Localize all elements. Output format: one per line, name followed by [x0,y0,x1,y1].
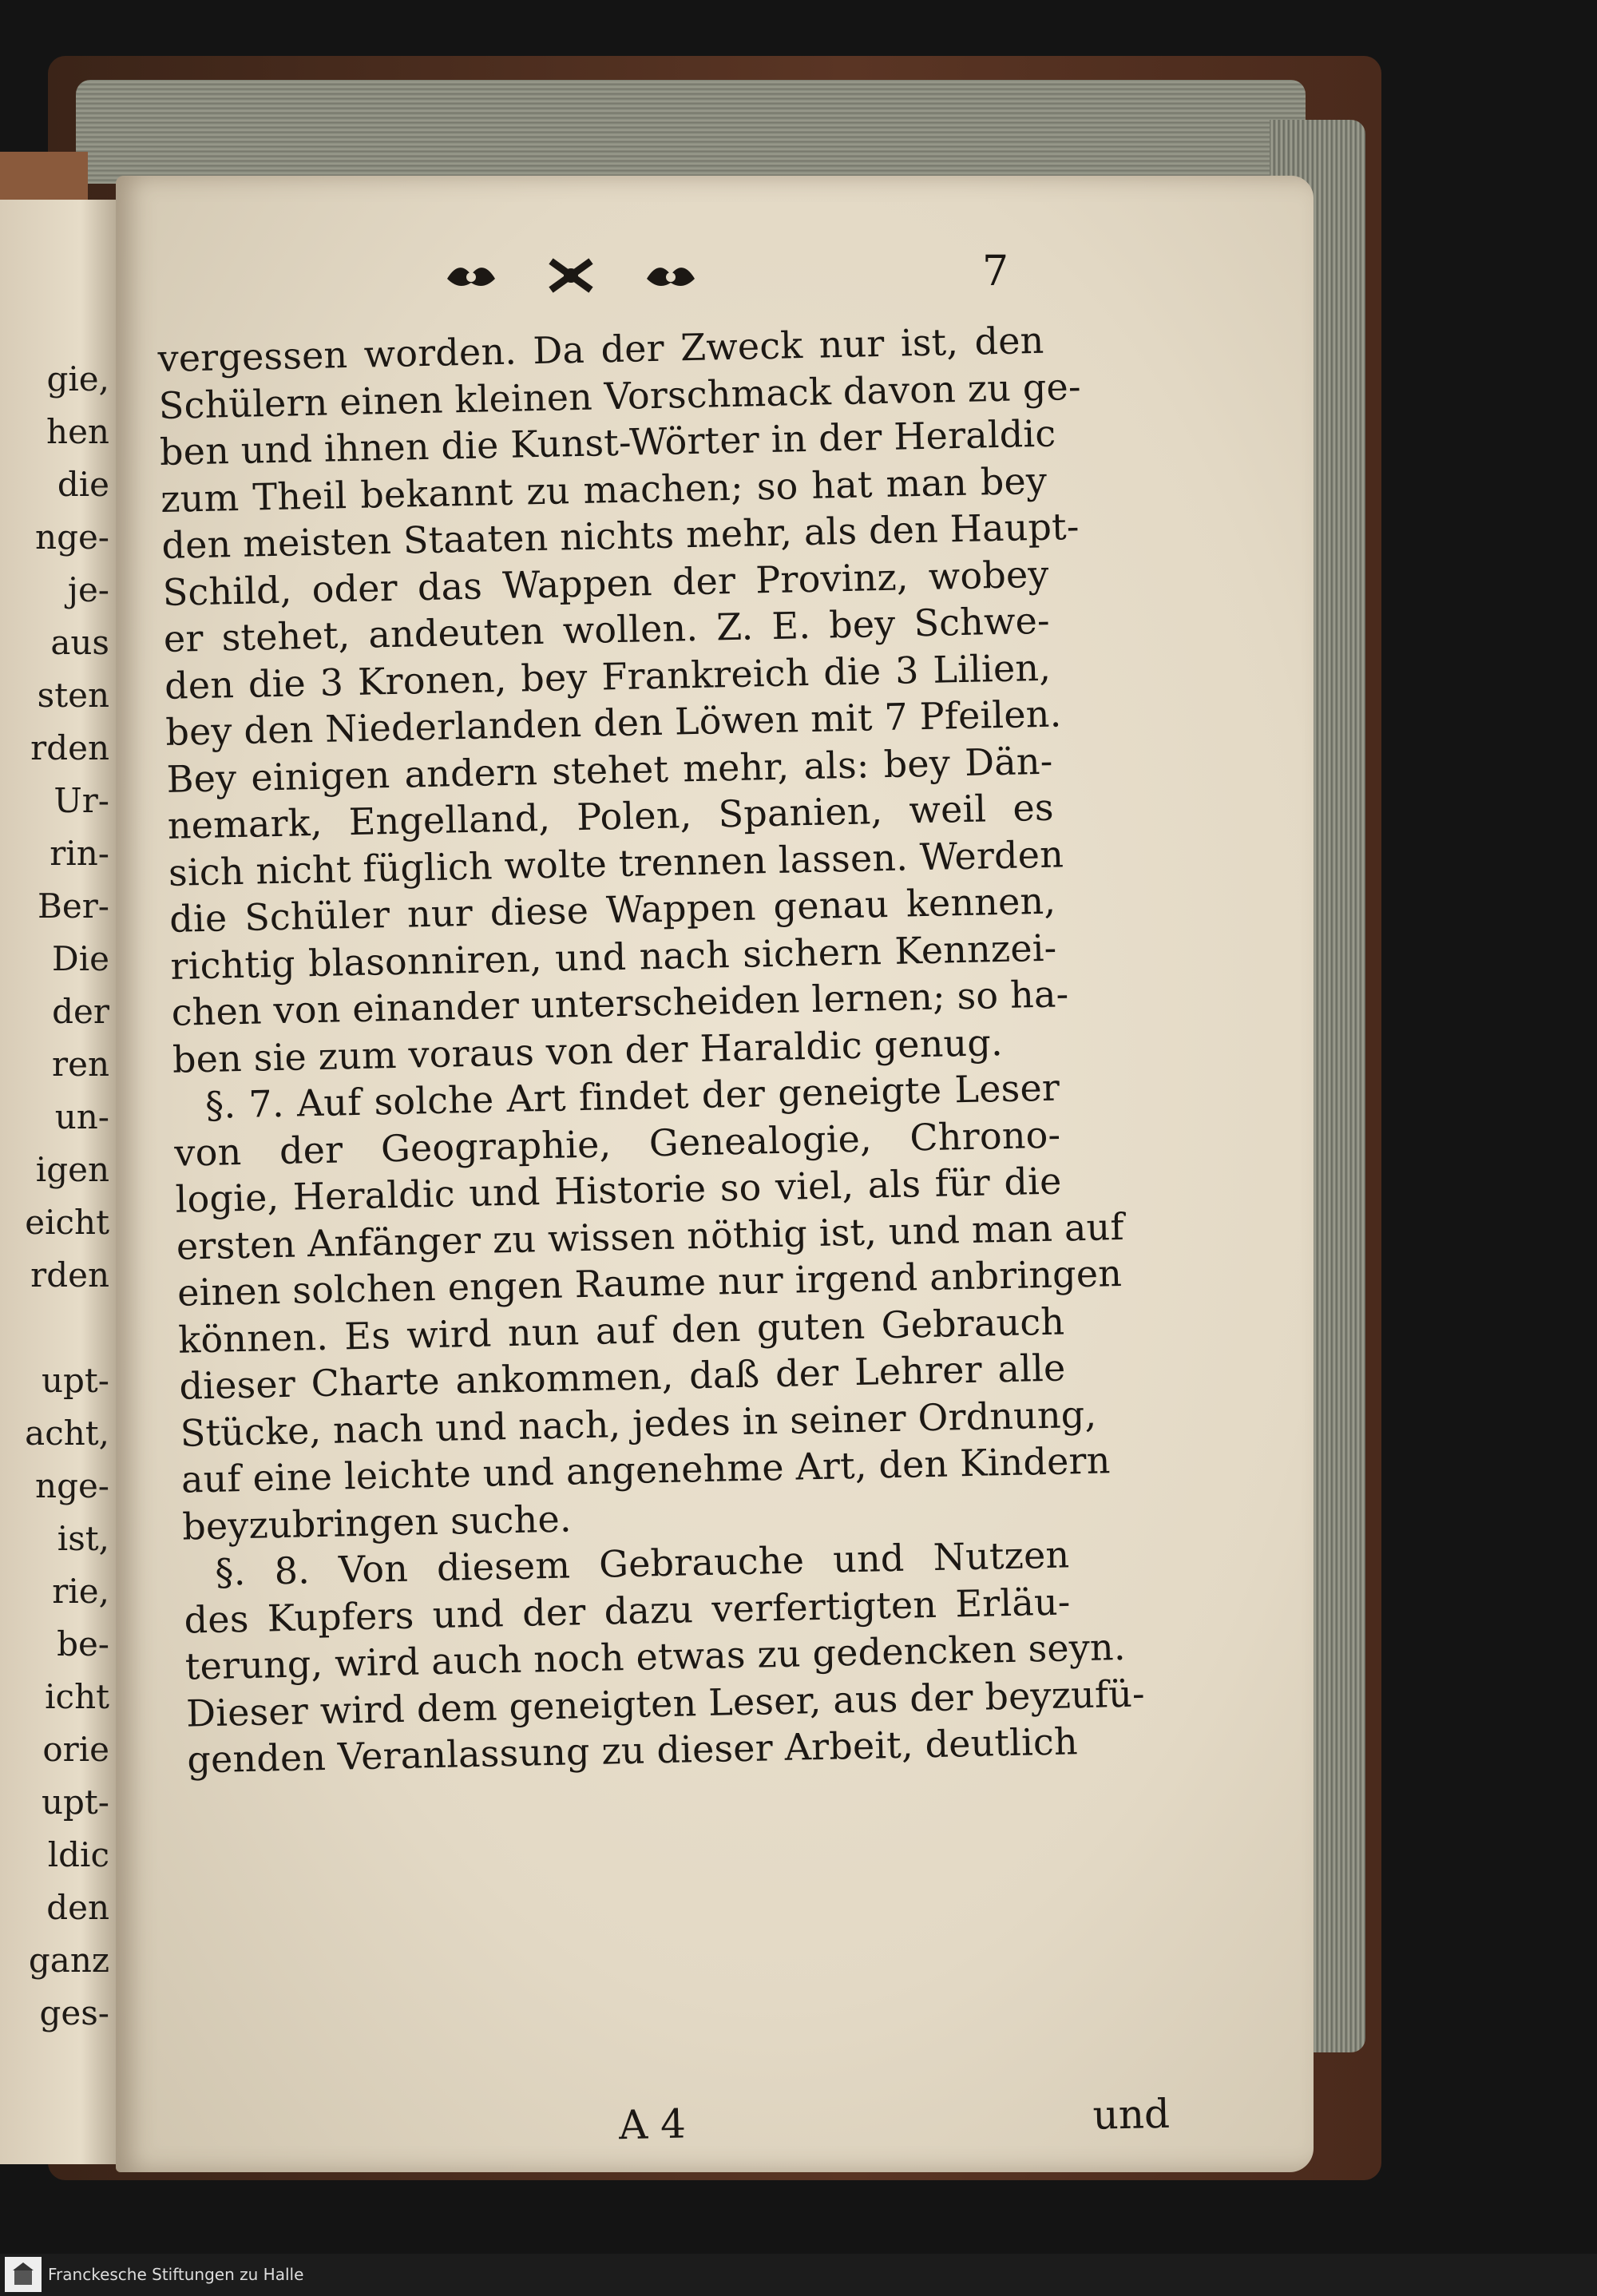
leaf-ornament-icon [443,255,499,296]
left-page-fragment: Die [52,939,109,978]
text-line: können. Es wird nun auf den guten Gebrauch [177,1299,1065,1362]
left-page-fragment: Ber- [38,886,109,926]
text-line: die Schüler nur diese Wappen genau kennen, [168,878,1056,941]
text-line: Schild, oder das Wappen der Provinz, wobey [162,552,1050,614]
text-line: von der Geographie, Genealogie, Chrono- [173,1112,1061,1175]
right-page [116,176,1314,2172]
left-page [0,200,116,2164]
left-page-fragment: je- [67,570,109,609]
page-number: 7 [982,248,1009,295]
left-page-fragment: eicht [25,1203,109,1242]
credit-text: Franckesche Stiftungen zu Halle [48,2265,304,2284]
text-line: des Kupfers und der dazu verfertigten Erläu- [184,1579,1072,1642]
left-page-fragment: ist, [57,1519,109,1558]
left-page-fragment: hen [46,412,109,451]
left-page-fragment: sten [37,676,109,715]
page-footer [618,2091,1170,2148]
left-page-fragment: orie [42,1730,109,1769]
left-page-fragment: icht [45,1677,109,1716]
text-line: §. 8. Von diesem Gebrauche und Nutzen [214,1533,1070,1594]
left-page-fragment: nge- [35,517,109,557]
header-ornament [443,248,699,303]
signature-mark: A 4 [618,2100,687,2149]
text-line: auf eine leichte und angenehme Art, den Kindern [180,1438,1112,1501]
body-text [157,317,1146,1783]
left-page-fragment: aus [50,623,109,662]
left-page-fragment: rden [30,728,109,767]
text-line: einen solchen engen Raume nur irgend anbringen [176,1251,1123,1315]
text-line: ben sie zum voraus von der Haraldic genug. [172,1020,1004,1081]
left-page-fragment: acht, [25,1414,109,1453]
text-line: dieser Charte ankommen, daß der Lehrer alle [178,1346,1066,1408]
left-page-fragment: ldic [47,1835,109,1874]
text-line: ben und ihnen die Kunst-Wörter in der Heraldic [159,411,1056,474]
page-edges-top [76,80,1306,184]
left-page-fragment: be- [57,1624,109,1664]
left-page-fragment: upt- [41,1361,109,1400]
left-page-fragment: rin- [50,834,109,873]
text-line: terung, wird auch noch etwas zu gedencken seyn. [184,1624,1127,1688]
text-line: Dieser wird dem geneigten Leser, aus der beyzufü- [185,1671,1146,1735]
leaf-ornament-icon [643,255,699,296]
credit-bar [0,2254,1597,2296]
text-line: nemark, Engelland, Polen, Spanien, weil es [167,785,1055,847]
text-line: den meisten Staaten nichts mehr, als den Haupt- [160,504,1080,567]
text-line: richtig blasonniren, und nach sichern Kennzei- [169,926,1057,988]
text-line: er stehet, andeuten wollen. Z. E. bey Schwe- [163,598,1051,660]
left-page-fragment: ganz [28,1941,109,1980]
text-line: §. 7. Auf solche Art findet der geneigte Leser [204,1065,1060,1127]
left-page-fragment: den [46,1888,109,1927]
left-page-fragment: ges- [39,1993,109,2032]
left-page-fragment: rden [30,1255,109,1295]
left-page-fragment: die [57,465,109,504]
left-page-fragment: nge- [35,1466,109,1505]
text-line: ersten Anfänger zu wissen nöthig ist, und man auf [176,1204,1125,1268]
text-line: Stücke, nach und nach, jedes in seiner Ordnung, [180,1392,1097,1455]
text-line: vergessen worden. Da der Zweck nur ist, den [157,318,1044,380]
left-page-fragment: igen [35,1150,109,1189]
left-page-fragment: der [52,992,109,1031]
left-page-fragment: un- [54,1097,109,1136]
text-line: den die 3 Kronen, bey Frankreich die 3 Lilien, [164,645,1052,708]
text-line: logie, Heraldic und Historie so viel, als für die [175,1159,1062,1221]
left-page-fragment: ren [52,1045,109,1084]
text-line: zum Theil bekannt zu machen; so hat man bey [160,458,1048,521]
text-line: genden Veranlassung zu dieser Arbeit, deutlich [186,1719,1079,1782]
left-page-fragment: gie, [46,359,109,399]
text-line: sich nicht füglich wolte trennen lassen. Werden [168,831,1064,894]
text-line: bey den Niederlanden den Löwen mit 7 Pfeilen. [164,692,1062,754]
left-page-fragment: Ur- [53,781,109,820]
text-line: Bey einigen andern stehet mehr, als: bey Dän- [166,739,1053,801]
text-line: beyzubringen suche. [181,1496,573,1549]
left-page-fragment: rie, [52,1572,109,1611]
text-line: chen von einander unterscheiden lernen; so ha- [171,972,1069,1034]
cross-ornament-icon [543,255,599,296]
catchword: und [1092,2090,1171,2139]
text-line: Schülern einen kleinen Vorschmack davon zu ge- [158,364,1082,427]
institution-logo-icon [5,2257,42,2292]
left-page-fragment: upt- [41,1782,109,1822]
